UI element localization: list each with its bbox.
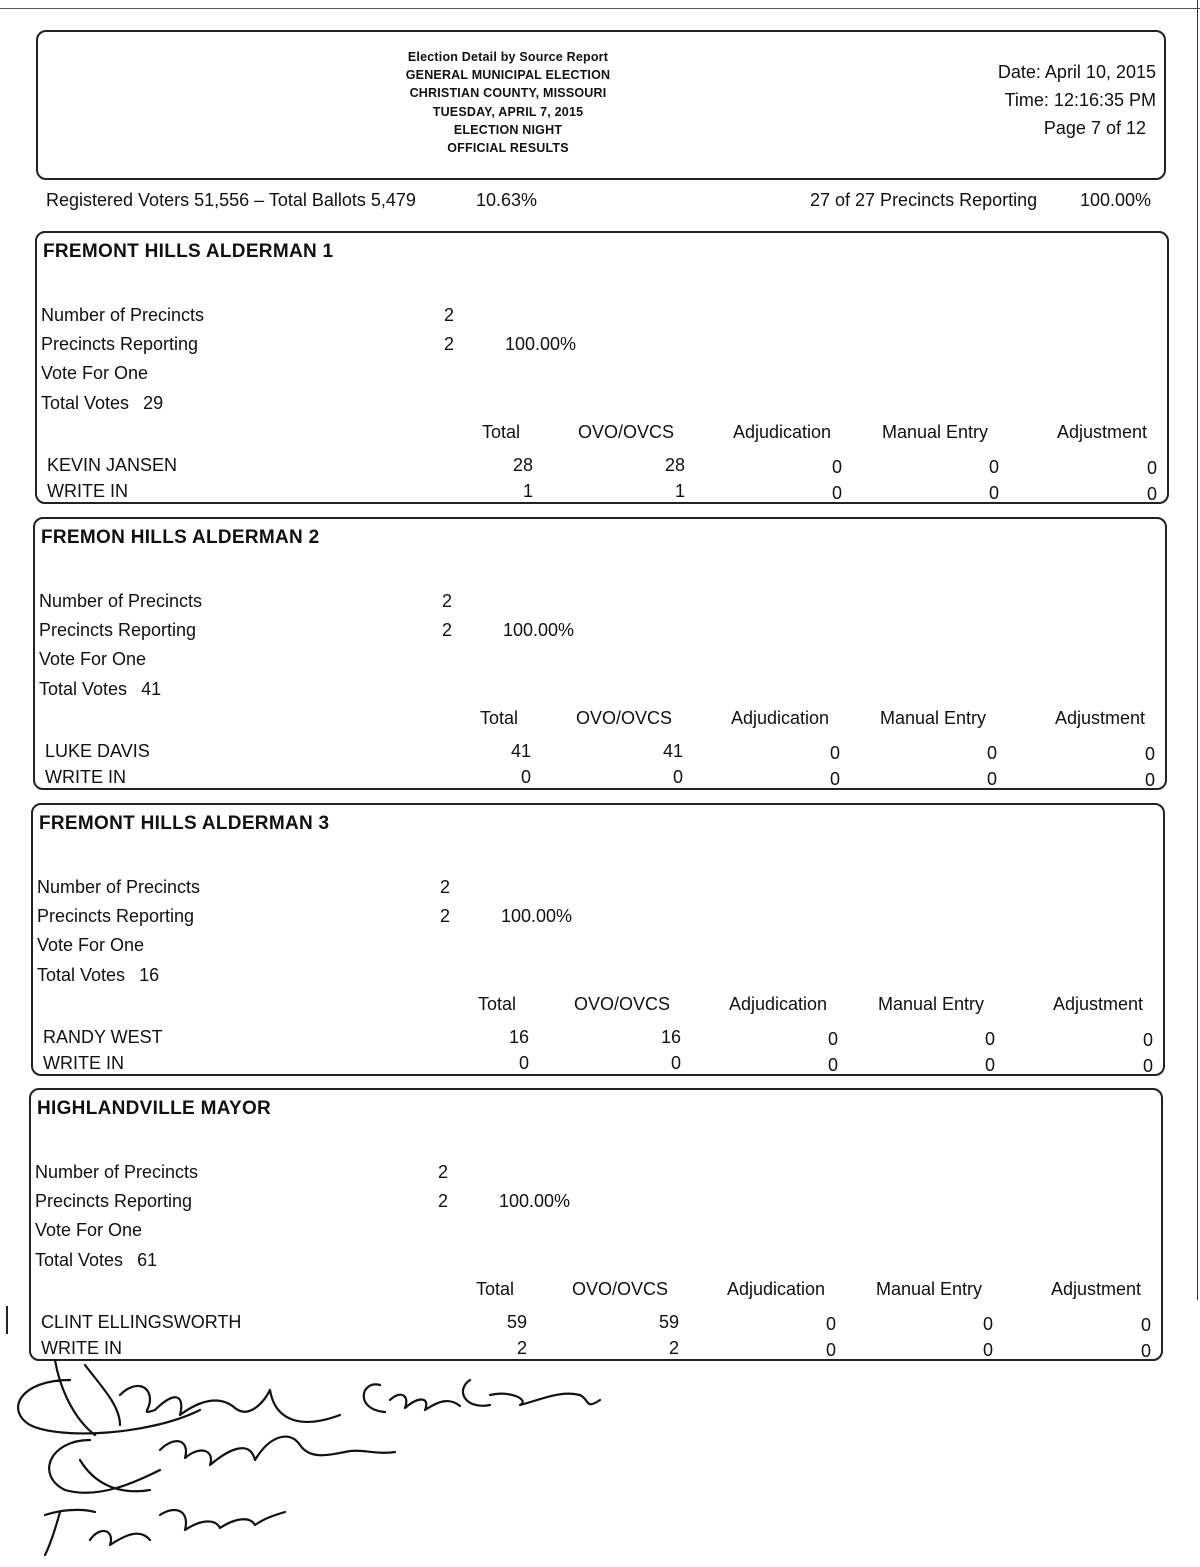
signature-2 — [364, 1380, 600, 1412]
candidate-adjust-value: 0 — [1144, 770, 1155, 790]
candidate-manual-value: 0 — [982, 1314, 993, 1334]
election-name: GENERAL MUNICIPAL ELECTION — [405, 68, 611, 83]
report-title: Election Detail by Source Report — [407, 50, 609, 64]
contest-section — [33, 517, 1167, 790]
total-votes-value: 61 — [137, 1250, 158, 1270]
contest-section — [35, 231, 1169, 504]
candidate-name: WRITE IN — [47, 481, 128, 501]
turnout-percent: 10.63% — [476, 190, 538, 210]
candidate-total-value: 0 — [520, 767, 531, 787]
number-of-precincts-label: Number of Precincts — [41, 305, 205, 325]
total-votes-label: Total Votes — [39, 679, 128, 699]
total-votes-label: Total Votes — [35, 1250, 124, 1270]
column-header-adj: Adjudication — [733, 422, 832, 442]
number-of-precincts-label: Number of Precincts — [37, 877, 201, 897]
candidate-name: WRITE IN — [43, 1053, 124, 1073]
margin-mark — [6, 1306, 8, 1334]
signatures — [0, 1340, 620, 1565]
candidate-ovo-value: 0 — [672, 767, 683, 787]
number-of-precincts-label: Number of Precincts — [39, 591, 203, 611]
precincts-reporting-percent: 100.00% — [505, 334, 577, 354]
precincts-reporting-percent: 100.00% — [503, 620, 575, 640]
report-time: Time: 12:16:35 PM — [1004, 90, 1156, 110]
vote-for-label: Vote For One — [41, 363, 149, 383]
page-number: Page 7 of 12 — [1043, 118, 1146, 138]
precincts-reporting-value: 2 — [444, 334, 455, 354]
number-of-precincts-label: Number of Precincts — [35, 1162, 199, 1182]
candidate-adj-value: 0 — [825, 1340, 836, 1360]
county-name: CHRISTIAN COUNTY, MISSOURI — [409, 86, 607, 101]
candidate-total-value: 2 — [516, 1338, 527, 1358]
signature-1 — [18, 1360, 340, 1435]
election-night-label: ELECTION NIGHT — [453, 122, 563, 137]
candidate-adjust-value: 0 — [1146, 484, 1157, 504]
contest-title: FREMONT HILLS ALDERMAN 1 — [43, 241, 334, 262]
total-votes-row — [37, 965, 159, 986]
candidate-adjust-value: 0 — [1140, 1341, 1151, 1361]
precincts-reporting-value: 2 — [442, 620, 453, 640]
official-results-label: OFFICIAL RESULTS — [447, 141, 569, 156]
precincts-reporting-summary: 27 of 27 Precincts Reporting — [810, 190, 1038, 210]
contest-section — [29, 1088, 1163, 1361]
candidate-ovo-value: 59 — [658, 1312, 679, 1332]
column-header-adjust: Adjustment — [1055, 708, 1146, 728]
total-votes-value: 16 — [139, 965, 160, 985]
candidate-name: WRITE IN — [41, 1338, 122, 1358]
candidate-ovo-value: 28 — [664, 455, 685, 475]
candidate-adj-value: 0 — [831, 483, 842, 503]
precincts-reporting-label: Precincts Reporting — [41, 334, 199, 354]
candidate-manual-value: 0 — [986, 769, 997, 789]
candidate-total-value: 0 — [518, 1053, 529, 1073]
total-votes-row — [35, 1250, 157, 1271]
candidate-adjust-value: 0 — [1142, 1056, 1153, 1076]
column-header-manual: Manual Entry — [876, 1279, 983, 1299]
candidate-total-value: 16 — [508, 1027, 529, 1047]
candidate-manual-value: 0 — [988, 483, 999, 503]
candidate-name: CLINT ELLINGSWORTH — [41, 1312, 242, 1332]
report-title-block — [318, 48, 698, 157]
candidate-adjust-value: 0 — [1142, 1030, 1153, 1050]
precincts-reporting-value: 2 — [440, 906, 451, 926]
candidate-name: RANDY WEST — [43, 1027, 163, 1047]
precincts-reporting-value: 2 — [438, 1191, 449, 1211]
election-date: TUESDAY, APRIL 7, 2015 — [432, 104, 584, 119]
candidate-manual-value: 0 — [988, 457, 999, 477]
column-header-adjust: Adjustment — [1057, 422, 1148, 442]
column-header-ovo: OVO/OVCS — [572, 1279, 669, 1299]
total-votes-label: Total Votes — [37, 965, 126, 985]
total-votes-label: Total Votes — [41, 393, 130, 413]
vote-for-label: Vote For One — [35, 1220, 143, 1240]
registered-voters-summary: Registered Voters 51,556 – Total Ballots 5,479 — [46, 190, 416, 210]
total-votes-value: 41 — [141, 679, 162, 699]
candidate-ovo-value: 0 — [670, 1053, 681, 1073]
candidate-adj-value: 0 — [829, 769, 840, 789]
column-header-total: Total — [476, 1279, 515, 1299]
column-header-ovo: OVO/OVCS — [576, 708, 673, 728]
contest-title: FREMON HILLS ALDERMAN 2 — [41, 527, 320, 548]
precincts-reporting-label: Precincts Reporting — [39, 620, 197, 640]
candidate-adj-value: 0 — [829, 743, 840, 763]
candidate-adjust-value: 0 — [1140, 1315, 1151, 1335]
column-header-adjust: Adjustment — [1051, 1279, 1142, 1299]
number-of-precincts-value: 2 — [440, 877, 451, 897]
report-meta — [998, 58, 1156, 142]
candidate-adj-value: 0 — [827, 1029, 838, 1049]
candidate-ovo-value: 2 — [668, 1338, 679, 1358]
candidate-manual-value: 0 — [982, 1340, 993, 1360]
candidate-manual-value: 0 — [986, 743, 997, 763]
column-header-manual: Manual Entry — [880, 708, 987, 728]
column-header-manual: Manual Entry — [878, 994, 985, 1014]
candidate-total-value: 1 — [522, 481, 533, 501]
candidate-total-value: 41 — [510, 741, 531, 761]
precincts-reporting-percent: 100.00% — [501, 906, 573, 926]
candidate-adjust-value: 0 — [1144, 744, 1155, 764]
candidate-name: WRITE IN — [45, 767, 126, 787]
precincts-reporting-label: Precincts Reporting — [35, 1191, 193, 1211]
column-header-adjust: Adjustment — [1053, 994, 1144, 1014]
column-header-total: Total — [478, 994, 517, 1014]
signature-3 — [49, 1437, 395, 1493]
top-border-line — [0, 0, 1200, 9]
candidate-ovo-value: 41 — [662, 741, 683, 761]
contest-title: FREMONT HILLS ALDERMAN 3 — [39, 813, 330, 834]
candidate-name: LUKE DAVIS — [45, 741, 150, 761]
candidate-manual-value: 0 — [984, 1029, 995, 1049]
column-header-ovo: OVO/OVCS — [574, 994, 671, 1014]
number-of-precincts-value: 2 — [442, 591, 453, 611]
vote-for-label: Vote For One — [39, 649, 147, 669]
number-of-precincts-value: 2 — [438, 1162, 449, 1182]
candidate-name: KEVIN JANSEN — [47, 455, 178, 475]
column-header-manual: Manual Entry — [882, 422, 989, 442]
candidate-adj-value: 0 — [831, 457, 842, 477]
column-header-adj: Adjudication — [731, 708, 830, 728]
signature-4 — [45, 1510, 285, 1555]
contest-section — [31, 803, 1165, 1076]
candidate-adj-value: 0 — [825, 1314, 836, 1334]
candidate-total-value: 59 — [506, 1312, 527, 1332]
candidate-adjust-value: 0 — [1146, 458, 1157, 478]
right-edge-line — [1197, 0, 1198, 1300]
column-header-total: Total — [482, 422, 521, 442]
contest-title: HIGHLANDVILLE MAYOR — [37, 1098, 272, 1119]
report-date: Date: April 10, 2015 — [997, 62, 1156, 82]
candidate-ovo-value: 16 — [660, 1027, 681, 1047]
column-header-adj: Adjudication — [729, 994, 828, 1014]
column-header-total: Total — [480, 708, 519, 728]
column-header-ovo: OVO/OVCS — [578, 422, 675, 442]
candidate-ovo-value: 1 — [674, 481, 685, 501]
total-votes-row — [41, 393, 163, 414]
candidate-total-value: 28 — [512, 455, 533, 475]
candidate-adj-value: 0 — [827, 1055, 838, 1075]
column-header-adj: Adjudication — [727, 1279, 826, 1299]
candidate-manual-value: 0 — [984, 1055, 995, 1075]
number-of-precincts-value: 2 — [444, 305, 455, 325]
precincts-reporting-label: Precincts Reporting — [37, 906, 195, 926]
vote-for-label: Vote For One — [37, 935, 145, 955]
total-votes-row — [39, 679, 161, 700]
report-header — [36, 30, 1166, 180]
total-votes-value: 29 — [143, 393, 164, 413]
precincts-reporting-percent: 100.00% — [1080, 190, 1152, 210]
precincts-reporting-percent: 100.00% — [499, 1191, 571, 1211]
